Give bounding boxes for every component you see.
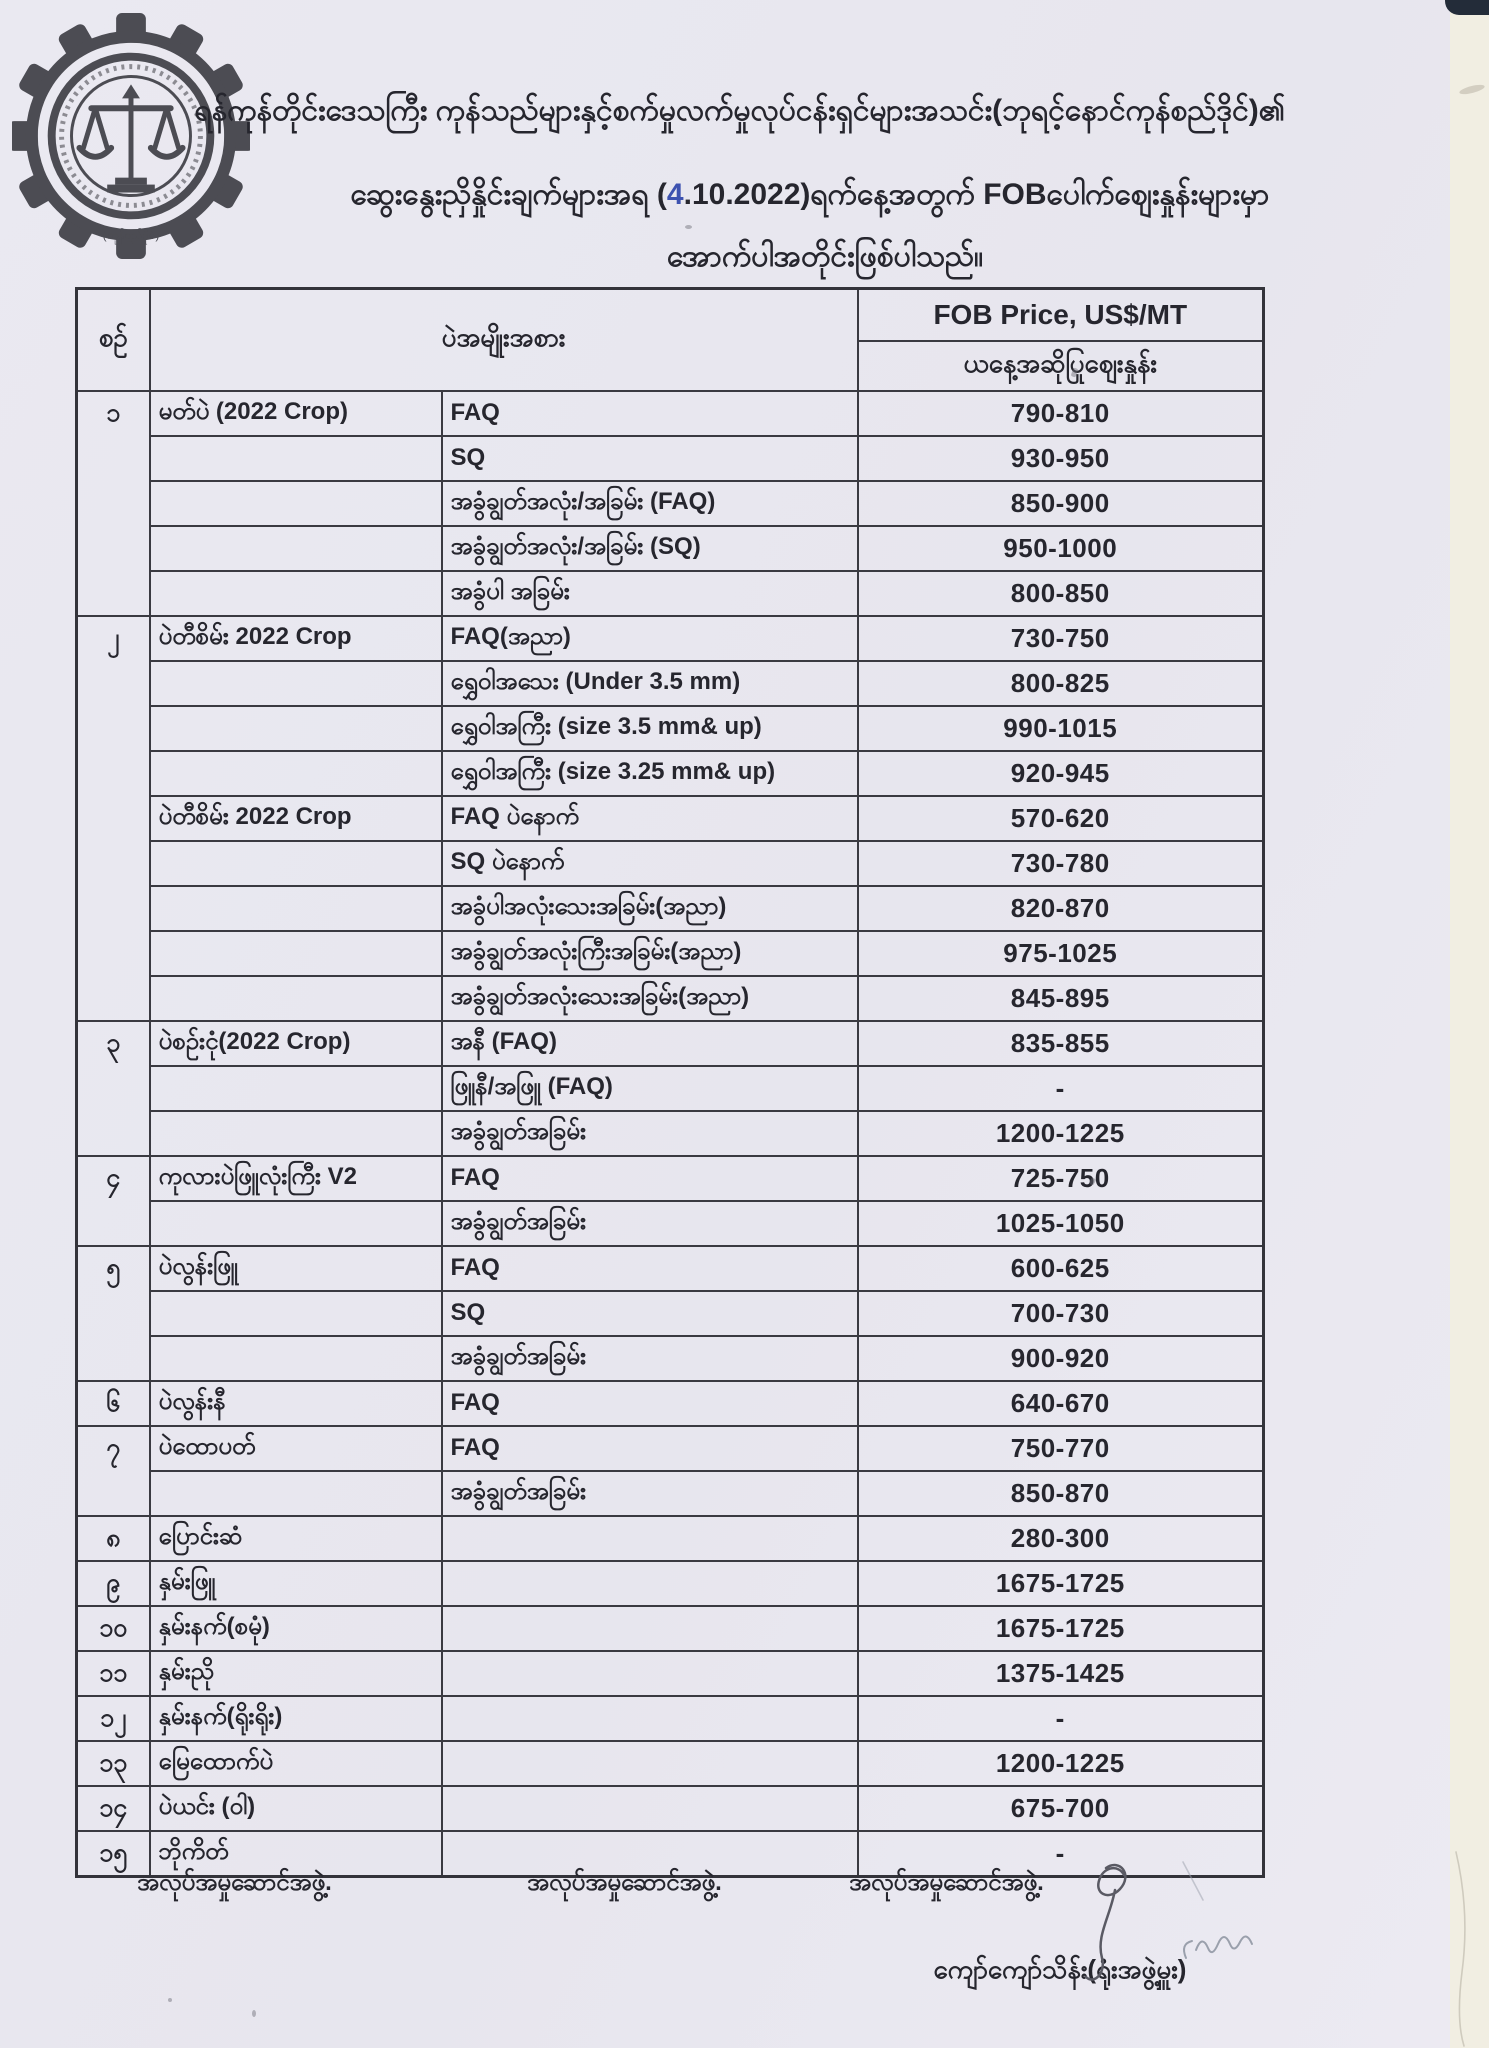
column-subheader-today-price: ယနေ့အဆိုပြုဈေးနှုန်း — [858, 341, 1264, 391]
item-name-cell — [150, 976, 442, 1021]
item-price-cell: - — [858, 1696, 1264, 1741]
item-name-cell — [150, 1291, 442, 1336]
item-name-cell: ကုလားပဲဖြူလုံးကြီး V2 — [150, 1156, 442, 1201]
item-price-cell: 835-855 — [858, 1021, 1264, 1066]
item-price-cell: 725-750 — [858, 1156, 1264, 1201]
item-grade-cell: အနီ (FAQ) — [442, 1021, 858, 1066]
item-name-cell: နှမ်းနက်(စမုံ) — [150, 1606, 442, 1651]
serial-number-cell: ၁၁ — [77, 1651, 150, 1696]
item-grade-cell — [442, 1741, 858, 1786]
item-grade-cell — [442, 1786, 858, 1831]
table-row — [77, 661, 1264, 706]
ink-speck — [168, 1998, 172, 2002]
table-row — [77, 571, 1264, 616]
column-header-serial: စဉ် — [77, 289, 150, 391]
item-name-cell: ပဲယင်း (ဝါ) — [150, 1786, 442, 1831]
item-name-cell — [150, 1201, 442, 1246]
table-row — [77, 706, 1264, 751]
item-price-cell: 570-620 — [858, 796, 1264, 841]
item-price-cell: 1200-1225 — [858, 1111, 1264, 1156]
table-row — [77, 391, 1264, 436]
item-name-cell — [150, 706, 442, 751]
item-name-cell — [150, 751, 442, 796]
item-grade-cell: အခွံချွတ်အလုံး/အခြမ်း (FAQ) — [442, 481, 858, 526]
table-row — [77, 751, 1264, 796]
item-price-cell: 850-870 — [858, 1471, 1264, 1516]
gear-scales-emblem-icon — [12, 10, 250, 262]
table-row — [77, 1786, 1264, 1831]
item-price-cell: 920-945 — [858, 751, 1264, 796]
item-grade-cell: အခွံချွတ်အခြမ်း — [442, 1336, 858, 1381]
serial-number-cell: ၈ — [77, 1516, 150, 1561]
table-row — [77, 1336, 1264, 1381]
item-grade-cell: FAQ — [442, 1426, 858, 1471]
item-price-cell: 975-1025 — [858, 931, 1264, 976]
header-line-2-suffix: ရက်နေ့အတွက် FOBပေါက်ဈေးနှုန်းများမှာ — [810, 178, 1270, 211]
table-row — [77, 1696, 1264, 1741]
item-grade-cell: FAQ — [442, 1381, 858, 1426]
item-grade-cell: ရွှေဝါအသေး (Under 3.5 mm) — [442, 661, 858, 706]
item-grade-cell: SQ — [442, 436, 858, 481]
item-price-cell: 600-625 — [858, 1246, 1264, 1291]
header-line-1: ရန်ကုန်တိုင်းဒေသကြီး ကုန်သည်များနှင့်စက်မှုလက်မှုလုပ်ငန်းရှင်များအသင်း(ဘုရင့်နောင်ကုန်စည်ဒိုင်)၏ — [194, 94, 1286, 127]
item-price-cell: 730-780 — [858, 841, 1264, 886]
item-grade-cell: အခွံပါ အခြမ်း — [442, 571, 858, 616]
table-row — [77, 1651, 1264, 1696]
column-header-fob-price: FOB Price, US$/MT — [858, 289, 1264, 341]
item-price-cell: 845-895 — [858, 976, 1264, 1021]
header-line-2 — [170, 176, 1450, 214]
item-name-cell: ပဲစဉ်းငုံ(2022 Crop) — [150, 1021, 442, 1066]
item-grade-cell: အခွံချွတ်အခြမ်း — [442, 1471, 858, 1516]
item-price-cell: 1025-1050 — [858, 1201, 1264, 1246]
item-name-cell — [150, 931, 442, 976]
item-grade-cell — [442, 1516, 858, 1561]
item-name-cell: ဘိုကိတ် — [150, 1831, 442, 1877]
serial-number-cell: ၃ — [77, 1021, 150, 1156]
serial-number-cell: ၁၀ — [77, 1606, 150, 1651]
item-grade-cell: FAQ — [442, 1246, 858, 1291]
item-price-cell: 280-300 — [858, 1516, 1264, 1561]
serial-number-cell: ၁၃ — [77, 1741, 150, 1786]
table-row — [77, 1606, 1264, 1651]
table-row — [77, 526, 1264, 571]
serial-number-cell: ၉ — [77, 1561, 150, 1606]
table-row — [77, 886, 1264, 931]
item-price-cell: - — [858, 1831, 1264, 1877]
ink-speck — [252, 2010, 256, 2017]
emblem-caption: (ကုန်စည်ဒိုင်) — [102, 228, 160, 243]
item-name-cell: ပဲထောပတ် — [150, 1426, 442, 1471]
item-name-cell — [150, 1111, 442, 1156]
item-name-cell: နှမ်းနက်(ရိုးရိုး) — [150, 1696, 442, 1741]
item-price-cell: 1200-1225 — [858, 1741, 1264, 1786]
table-row — [77, 931, 1264, 976]
item-grade-cell: SQ ပဲနောက် — [442, 841, 858, 886]
header-date-rest: .10.2022) — [683, 178, 811, 211]
table-row — [77, 1246, 1264, 1291]
table-row — [77, 976, 1264, 1021]
item-grade-cell — [442, 1651, 858, 1696]
item-name-cell: မြေထောက်ပဲ — [150, 1741, 442, 1786]
serial-number-cell: ၇ — [77, 1426, 150, 1516]
item-grade-cell: အခွံချွတ်အခြမ်း — [442, 1111, 858, 1156]
item-name-cell — [150, 571, 442, 616]
header-line-2-prefix: ဆွေးနွေးညှိနှိုင်းချက်များအရ ( — [350, 178, 667, 211]
table-row — [77, 1426, 1264, 1471]
item-price-cell: 730-750 — [858, 616, 1264, 661]
item-price-cell: 700-730 — [858, 1291, 1264, 1336]
item-price-cell: - — [858, 1066, 1264, 1111]
item-name-cell: ပဲတီစိမ်း 2022 Crop — [150, 796, 442, 841]
item-grade-cell: ရွှေဝါအကြီး (size 3.25 mm& up) — [442, 751, 858, 796]
item-price-cell: 820-870 — [858, 886, 1264, 931]
price-table-body — [77, 391, 1264, 1877]
item-price-cell: 790-810 — [858, 391, 1264, 436]
item-price-cell: 1675-1725 — [858, 1606, 1264, 1651]
item-grade-cell — [442, 1561, 858, 1606]
serial-number-cell: ၁ — [77, 391, 150, 616]
item-name-cell — [150, 526, 442, 571]
fob-price-table — [75, 287, 1265, 1878]
item-grade-cell: FAQ ပဲနောက် — [442, 796, 858, 841]
item-grade-cell: အခွံပါအလုံးသေးအခြမ်း(အညာ) — [442, 886, 858, 931]
item-price-cell: 850-900 — [858, 481, 1264, 526]
scanner-bed-strip — [1450, 0, 1489, 2048]
serial-number-cell: ၂ — [77, 616, 150, 1021]
table-row — [77, 1381, 1264, 1426]
table-row — [77, 1021, 1264, 1066]
item-grade-cell: အခွံချွတ်အလုံးသေးအခြမ်း(အညာ) — [442, 976, 858, 1021]
table-row — [77, 796, 1264, 841]
table-row — [77, 1291, 1264, 1336]
item-grade-cell: SQ — [442, 1291, 858, 1336]
item-grade-cell — [442, 1696, 858, 1741]
scan-dark-corner — [1445, 0, 1489, 15]
table-row — [77, 1111, 1264, 1156]
table-row — [77, 616, 1264, 661]
item-name-cell: နှမ်းဖြူ — [150, 1561, 442, 1606]
item-name-cell — [150, 841, 442, 886]
committee-label: အလုပ်အမှုဆောင်အဖွဲ့. — [849, 1869, 1044, 1896]
serial-number-cell: ၆ — [77, 1381, 150, 1426]
ink-speck — [685, 225, 692, 229]
committee-label: အလုပ်အမှုဆောင်အဖွဲ့. — [137, 1869, 332, 1896]
item-grade-cell — [442, 1606, 858, 1651]
item-name-cell: ပြောင်းဆံ — [150, 1516, 442, 1561]
item-price-cell: 930-950 — [858, 436, 1264, 481]
item-grade-cell: FAQ(အညာ) — [442, 616, 858, 661]
item-price-cell: 950-1000 — [858, 526, 1264, 571]
table-row — [77, 436, 1264, 481]
item-name-cell: မတ်ပဲ (2022 Crop) — [150, 391, 442, 436]
item-price-cell: 1675-1725 — [858, 1561, 1264, 1606]
item-name-cell — [150, 1066, 442, 1111]
item-grade-cell: အခွံချွတ်အလုံး/အခြမ်း (SQ) — [442, 526, 858, 571]
item-price-cell: 750-770 — [858, 1426, 1264, 1471]
item-price-cell: 640-670 — [858, 1381, 1264, 1426]
committee-label: အလုပ်အမှုဆောင်အဖွဲ့. — [527, 1869, 722, 1896]
header-line-3: အောက်ပါအတိုင်းဖြစ်ပါသည်။ — [666, 240, 984, 273]
serial-number-cell: ၁၂ — [77, 1696, 150, 1741]
item-grade-cell: ရွှေဝါအကြီး (size 3.5 mm& up) — [442, 706, 858, 751]
table-row — [77, 1471, 1264, 1516]
signed-by-name: ကျော်ကျော်သိန်း(ရုံးအဖွဲ့မှူး) — [933, 1954, 1187, 1984]
item-name-cell — [150, 481, 442, 526]
table-row — [77, 1561, 1264, 1606]
table-row — [77, 1201, 1264, 1246]
item-grade-cell: အခွံချွတ်အခြမ်း — [442, 1201, 858, 1246]
item-price-cell: 675-700 — [858, 1786, 1264, 1831]
table-row — [77, 1066, 1264, 1111]
item-price-cell: 1375-1425 — [858, 1651, 1264, 1696]
item-name-cell: နှမ်းညို — [150, 1651, 442, 1696]
item-name-cell: ပဲတီစိမ်း 2022 Crop — [150, 616, 442, 661]
serial-number-cell: ၅ — [77, 1246, 150, 1381]
item-grade-cell: FAQ — [442, 391, 858, 436]
item-name-cell: ပဲလွန်းနီ — [150, 1381, 442, 1426]
item-grade-cell: ဖြူနီ/အဖြူ (FAQ) — [442, 1066, 858, 1111]
item-price-cell: 800-825 — [858, 661, 1264, 706]
column-header-bean-type: ပဲအမျိုးအစား — [150, 289, 858, 391]
serial-number-cell: ၁၄ — [77, 1786, 150, 1831]
table-row — [77, 841, 1264, 886]
handwritten-date-day: 4 — [666, 178, 684, 211]
serial-number-cell: ၄ — [77, 1156, 150, 1246]
item-name-cell — [150, 1471, 442, 1516]
serial-number-cell: ၁၅ — [77, 1831, 150, 1877]
item-price-cell: 900-920 — [858, 1336, 1264, 1381]
item-price-cell: 990-1015 — [858, 706, 1264, 751]
item-name-cell — [150, 661, 442, 706]
item-name-cell — [150, 436, 442, 481]
item-grade-cell: FAQ — [442, 1156, 858, 1201]
table-row — [77, 1156, 1264, 1201]
item-name-cell — [150, 1336, 442, 1381]
table-row — [77, 1741, 1264, 1786]
item-name-cell — [150, 886, 442, 931]
table-row — [77, 481, 1264, 526]
item-name-cell: ပဲလွန်းဖြူ — [150, 1246, 442, 1291]
table-row — [77, 1516, 1264, 1561]
item-grade-cell: အခွံချွတ်အလုံးကြီးအခြမ်း(အညာ) — [442, 931, 858, 976]
item-price-cell: 800-850 — [858, 571, 1264, 616]
